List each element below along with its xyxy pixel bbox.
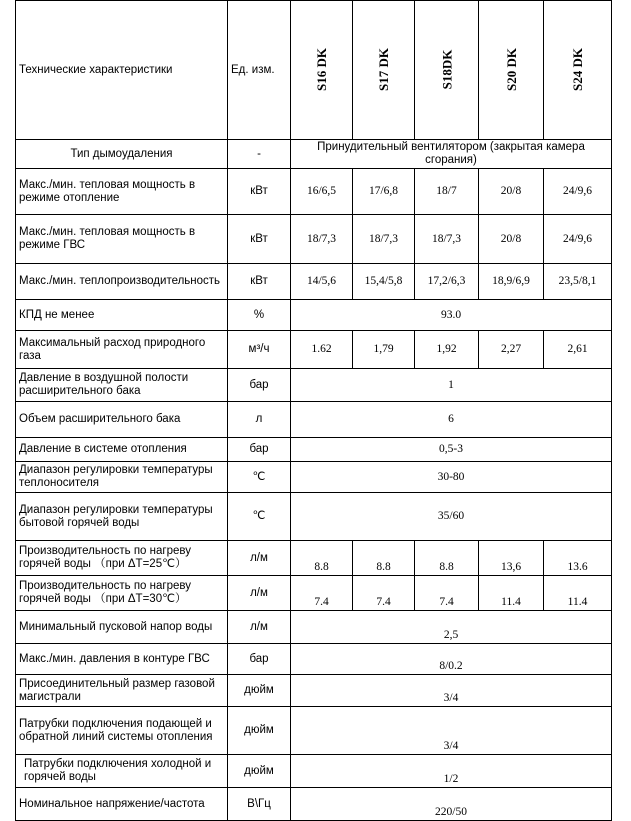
cell-value: 1,79 — [353, 331, 415, 369]
row-unit: кВт — [228, 264, 291, 300]
row-label: Диапазон регулировки температуры теплоносителя — [16, 462, 228, 493]
row-unit: кВт — [228, 215, 291, 264]
cell-value: 11.4 — [479, 576, 544, 611]
table-row — [16, 402, 612, 438]
model-name: S24 DK — [569, 47, 585, 91]
table-row — [16, 788, 612, 821]
cell-value: 14/5,6 — [291, 264, 353, 300]
table-row — [16, 215, 612, 264]
row-label: Патрубки подключения подающей и обратной линий системы отопления — [16, 707, 228, 755]
table-row — [16, 675, 612, 707]
cell-value: 17,2/6,3 — [415, 264, 479, 300]
table-row — [16, 707, 612, 755]
cell-value: 20/8 — [479, 169, 544, 215]
model-name: S18DK — [438, 49, 454, 89]
table-row — [16, 438, 612, 462]
row-label: Производительность по нагреву горячей воды （при ΔT=25℃） — [16, 541, 228, 576]
row-value: 30-80 — [291, 462, 612, 493]
row-unit: л/м — [228, 576, 291, 611]
row-value: 93.0 — [291, 300, 612, 331]
cell-value: 13,6 — [479, 541, 544, 576]
cell-value: 7.4 — [353, 576, 415, 611]
row-unit: ℃ — [228, 493, 291, 541]
row-label: Патрубки подключения холодной и горячей воды — [16, 755, 228, 788]
header-title: Технические характеристики — [16, 1, 228, 140]
row-value: 1 — [291, 369, 612, 402]
row-label: Минимальный пусковой напор воды — [16, 611, 228, 644]
row-label: Объем расширительного бака — [16, 402, 228, 438]
table-row — [16, 644, 612, 675]
cell-value: 24/9,6 — [544, 215, 612, 264]
cell-value: 8.8 — [353, 541, 415, 576]
row-unit: л — [228, 402, 291, 438]
table-row — [16, 462, 612, 493]
row-unit: дюйм — [228, 755, 291, 788]
cell-value: 18/7,3 — [415, 215, 479, 264]
model-name: S17 DK — [375, 47, 391, 91]
row-label: Присоединительный размер газовой магистрали — [16, 675, 228, 707]
cell-value: 17/6,8 — [353, 169, 415, 215]
row-unit: ℃ — [228, 462, 291, 493]
row-label: Давление в системе отопления — [16, 438, 228, 462]
model-s18dk-cell — [415, 1, 479, 140]
row-label: Максимальный расход природного газа — [16, 331, 228, 369]
row-label: КПД не менее — [16, 300, 228, 331]
cell-value: 1,92 — [415, 331, 479, 369]
model-name: S20 DK — [503, 47, 519, 91]
row-unit: кВт — [228, 169, 291, 215]
row-label: Макс./мин. тепловая мощность в режиме отопление — [16, 169, 228, 215]
model-s17dk-cell — [353, 1, 415, 140]
model-s16dk-cell — [291, 1, 353, 140]
row-unit: бар — [228, 644, 291, 675]
table-row — [16, 140, 612, 169]
cell-value: 18/7,3 — [353, 215, 415, 264]
row-value: 8/0.2 — [291, 644, 612, 675]
cell-value: 24/9,6 — [544, 169, 612, 215]
row-unit: дюйм — [228, 675, 291, 707]
cell-value: 18/7 — [415, 169, 479, 215]
cell-value: 2,27 — [479, 331, 544, 369]
row-value: 1/2 — [291, 755, 612, 788]
table-row — [16, 755, 612, 788]
row-value: 6 — [291, 402, 612, 438]
model-name: S16 DK — [313, 47, 329, 91]
model-s24dk-cell — [544, 1, 612, 140]
row-unit: бар — [228, 369, 291, 402]
row-value: 0,5-3 — [291, 438, 612, 462]
row-label: Производительность по нагреву горячей воды （при ΔT=30℃） — [16, 576, 228, 611]
header-row — [16, 1, 612, 140]
header-unit: Ед. изм. — [228, 1, 291, 140]
row-value: 3/4 — [291, 675, 612, 707]
row-label: Давление в воздушной полости расширительного бака — [16, 369, 228, 402]
row-unit: бар — [228, 438, 291, 462]
table-row — [16, 611, 612, 644]
row-label: Номинальное напряжение/частота — [16, 788, 228, 821]
cell-value: 8.8 — [291, 541, 353, 576]
table-row — [16, 300, 612, 331]
row-unit: л/м — [228, 611, 291, 644]
spec-table — [15, 0, 612, 821]
row-unit: л/м — [228, 541, 291, 576]
row-unit: м³/ч — [228, 331, 291, 369]
cell-value: 15,4/5,8 — [353, 264, 415, 300]
row-label: Тип дымоудаления — [16, 140, 228, 169]
table-row — [16, 264, 612, 300]
cell-value: 18,9/6,9 — [479, 264, 544, 300]
cell-value: 16/6,5 — [291, 169, 353, 215]
table-row — [16, 369, 612, 402]
row-unit: В\Гц — [228, 788, 291, 821]
table-row — [16, 169, 612, 215]
model-s20dk-cell — [479, 1, 544, 140]
row-unit: % — [228, 300, 291, 331]
table-row — [16, 541, 612, 576]
cell-value: 13.6 — [544, 541, 612, 576]
table-row — [16, 331, 612, 369]
cell-value: 23,5/8,1 — [544, 264, 612, 300]
cell-value: 1.62 — [291, 331, 353, 369]
row-label: Макс./мин. давления в контуре ГВС — [16, 644, 228, 675]
table-row — [16, 576, 612, 611]
cell-value: 20/8 — [479, 215, 544, 264]
row-label: Макс./мин. теплопроизводительность — [16, 264, 228, 300]
row-value: 3/4 — [291, 707, 612, 755]
row-label: Макс./мин. тепловая мощность в режиме ГВС — [16, 215, 228, 264]
table-row — [16, 493, 612, 541]
cell-value: 18/7,3 — [291, 215, 353, 264]
cell-value: 7.4 — [291, 576, 353, 611]
row-label: Диапазон регулировки температуры бытовой горячей воды — [16, 493, 228, 541]
cell-value: 2,61 — [544, 331, 612, 369]
row-unit: - — [228, 140, 291, 169]
row-unit: дюйм — [228, 707, 291, 755]
cell-value: 8.8 — [415, 541, 479, 576]
row-value: 2,5 — [291, 611, 612, 644]
row-value: 220/50 — [291, 788, 612, 821]
cell-value: 11.4 — [544, 576, 612, 611]
row-value: Принудительный вентилятором (закрытая камера сгорания) — [291, 140, 612, 169]
row-value: 35/60 — [291, 493, 612, 541]
cell-value: 7.4 — [415, 576, 479, 611]
